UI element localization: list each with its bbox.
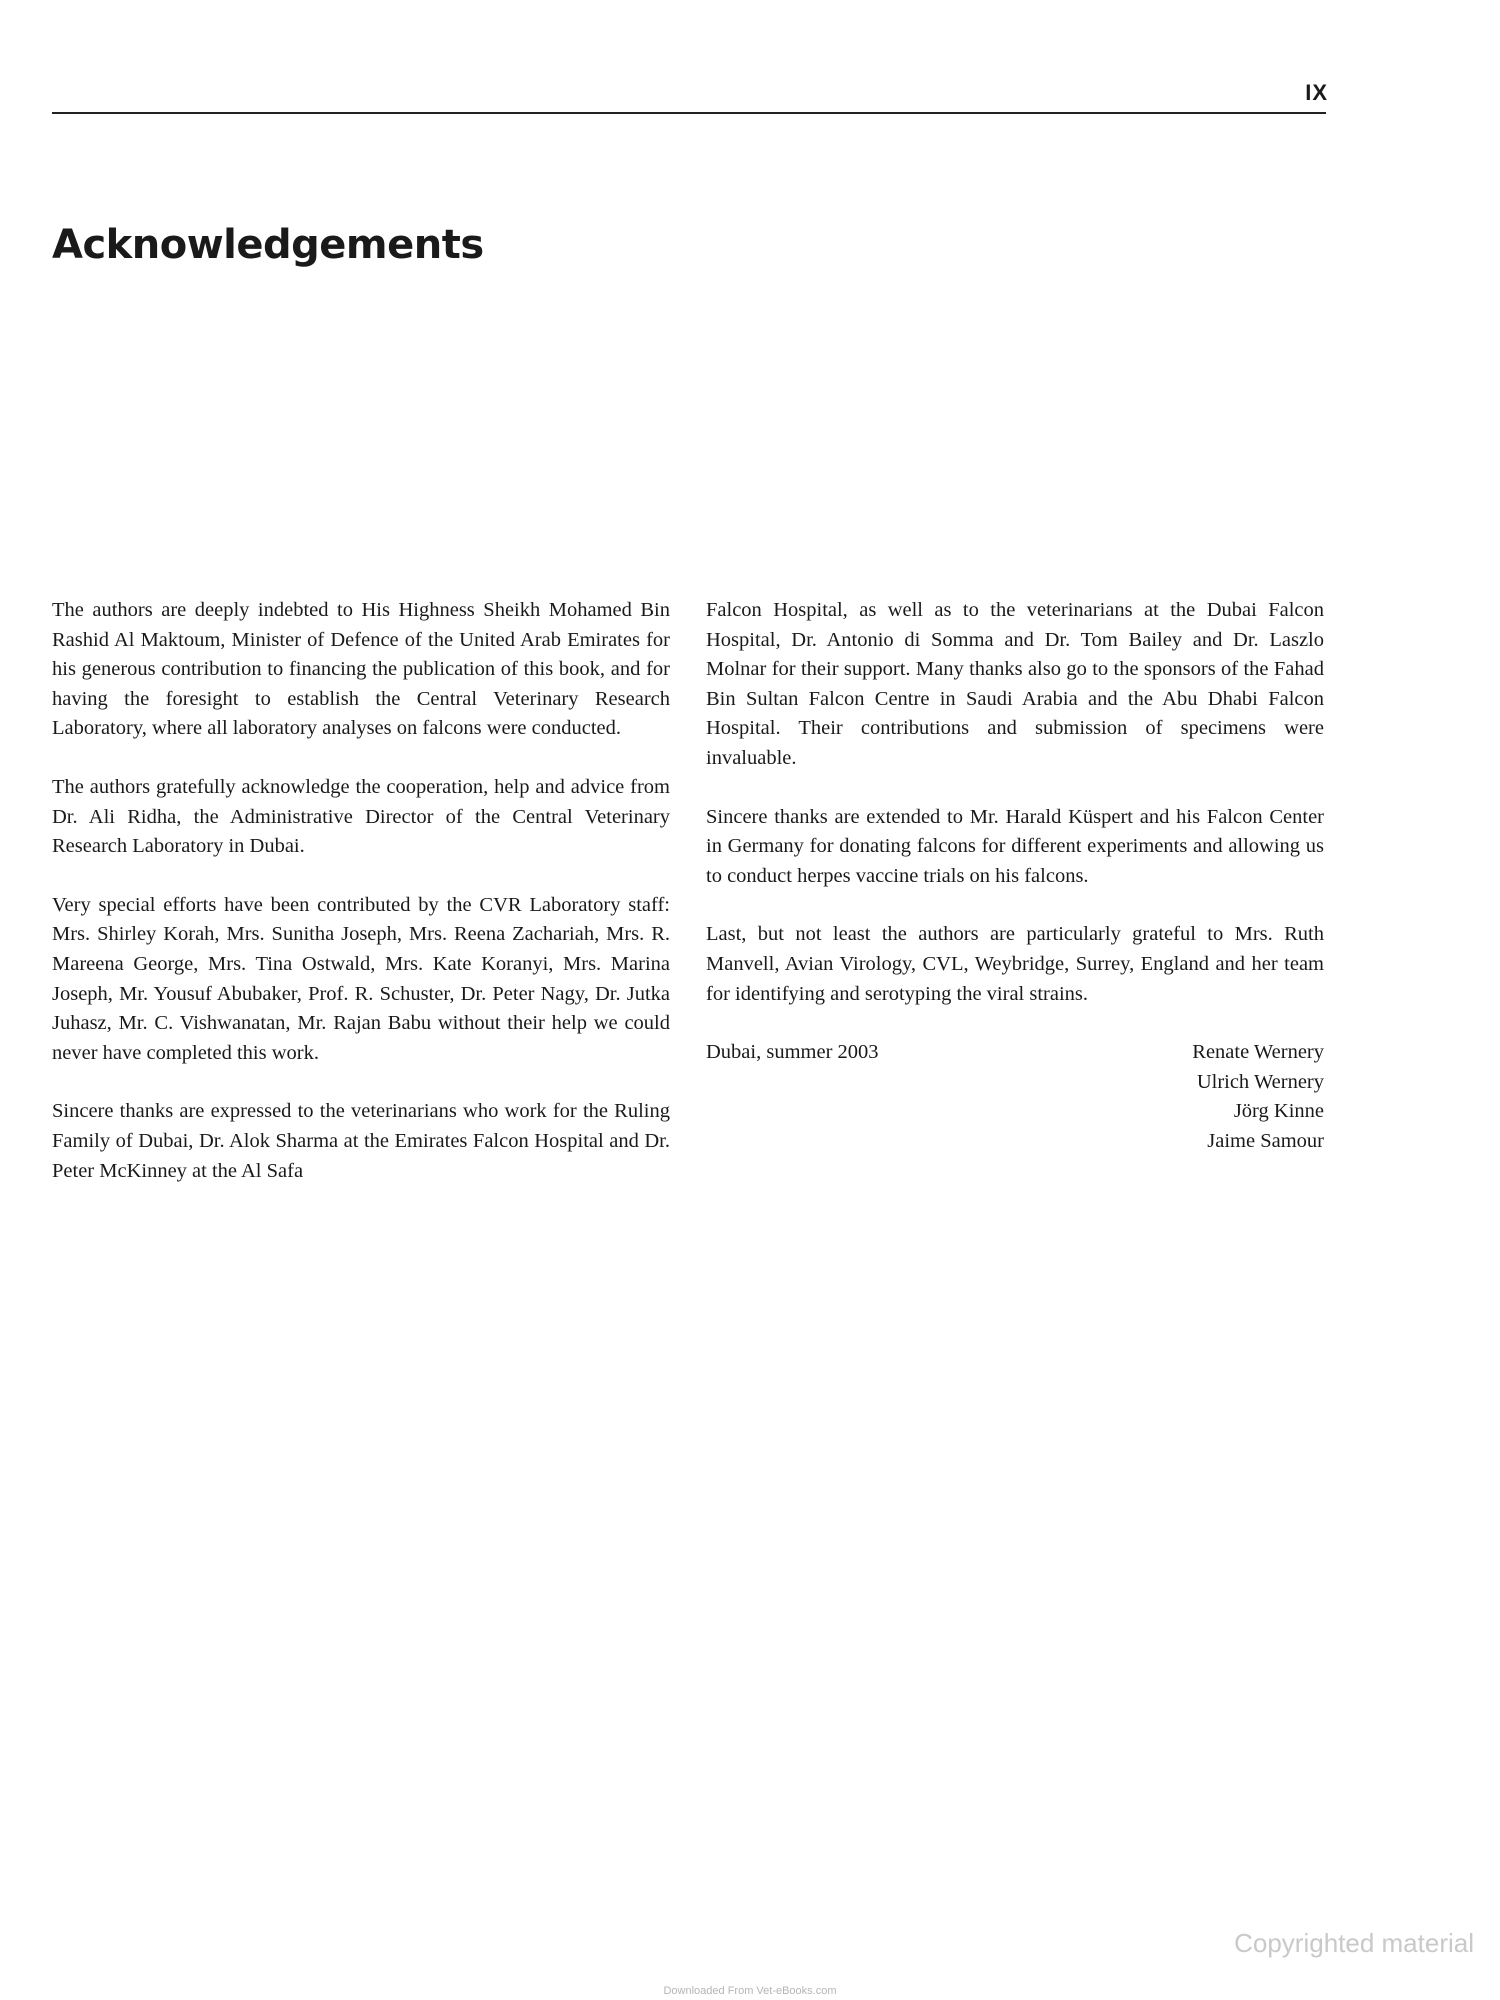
- paragraph: The authors are deeply indebted to His Highness Sheikh Mohamed Bin Rashid Al Maktoum, Minister of Defence of the United Arab Emirates for his generous contribution to financing the publication of this book, and for having the foresight to establish the Central Veterinary Research Laboratory, where all laboratory analyses on falcons were conducted.: [52, 599, 670, 740]
- signatory-name: Jörg Kinne: [1233, 1100, 1324, 1123]
- paragraph: Sincere thanks are expressed to the veterinarians who work for the Ruling Family of Dubai, Dr. Alok Sharma at the Emirates Falcon Hospital and Dr. Peter McKinney at the Al Safa: [52, 1100, 670, 1182]
- paragraph: Last, but not least the authors are particularly grateful to Mrs. Ruth Manvell, Avian Virology, CVL, Weybridge, Surrey, England and her team for identifying and serotyping the viral strains.: [706, 923, 1324, 1005]
- signatories: [1192, 1038, 1324, 1156]
- left-column: [52, 596, 670, 1215]
- header-rule: [52, 112, 1326, 114]
- signatory-name: Renate Wernery: [1192, 1041, 1324, 1064]
- signatory-name: Jaime Samour: [1207, 1129, 1324, 1152]
- right-column: [706, 596, 1324, 1157]
- copyright-watermark: Copyrighted material: [1234, 1928, 1474, 1958]
- paragraph: Very special efforts have been contributed by the CVR Laboratory staff: Mrs. Shirley Korah, Mrs. Sunitha Joseph, Mrs. Reena Zachariah, Mrs. R. Mareena George, Mrs. Tina Ostwald, Mrs. Kate Koranyi, Mrs. Marina Joseph, Mr. Yousuf Abubaker, Prof. R. Schuster, Dr. Peter Nagy, Dr. Jutka Juhasz, Mr. C. Vishwanatan, Mr. Rajan Babu without their help we could never have completed this work.: [52, 893, 670, 1064]
- paragraph: Falcon Hospital, as well as to the veterinarians at the Dubai Falcon Hospital, Dr. Antonio di Somma and Dr. Tom Bailey and Dr. Laszlo Molnar for their support. Many thanks also go to the sponsors of the Fahad Bin Sultan Falcon Centre in Saudi Arabia and the Abu Dhabi Falcon Hospital. Their contributions and submission of specimens were invaluable.: [706, 599, 1324, 769]
- page-number: IX: [1305, 80, 1328, 105]
- page-title: Acknowledgements: [52, 222, 484, 268]
- place-date: Dubai, summer 2003: [706, 1041, 879, 1064]
- download-note: Downloaded From Vet-eBooks.com: [663, 1985, 837, 1997]
- signatory-name: Ulrich Wernery: [1196, 1070, 1324, 1093]
- paragraph: Sincere thanks are extended to Mr. Harald Küspert and his Falcon Center in Germany for donating falcons for different experiments and allowing us to conduct herpes vaccine trials on his falcons.: [706, 805, 1324, 887]
- closing-block: [706, 1038, 1324, 1156]
- paragraph: The authors gratefully acknowledge the cooperation, help and advice from Dr. Ali Ridha, the Administrative Director of the Central Veterinary Research Laboratory in Dubai.: [52, 775, 670, 858]
